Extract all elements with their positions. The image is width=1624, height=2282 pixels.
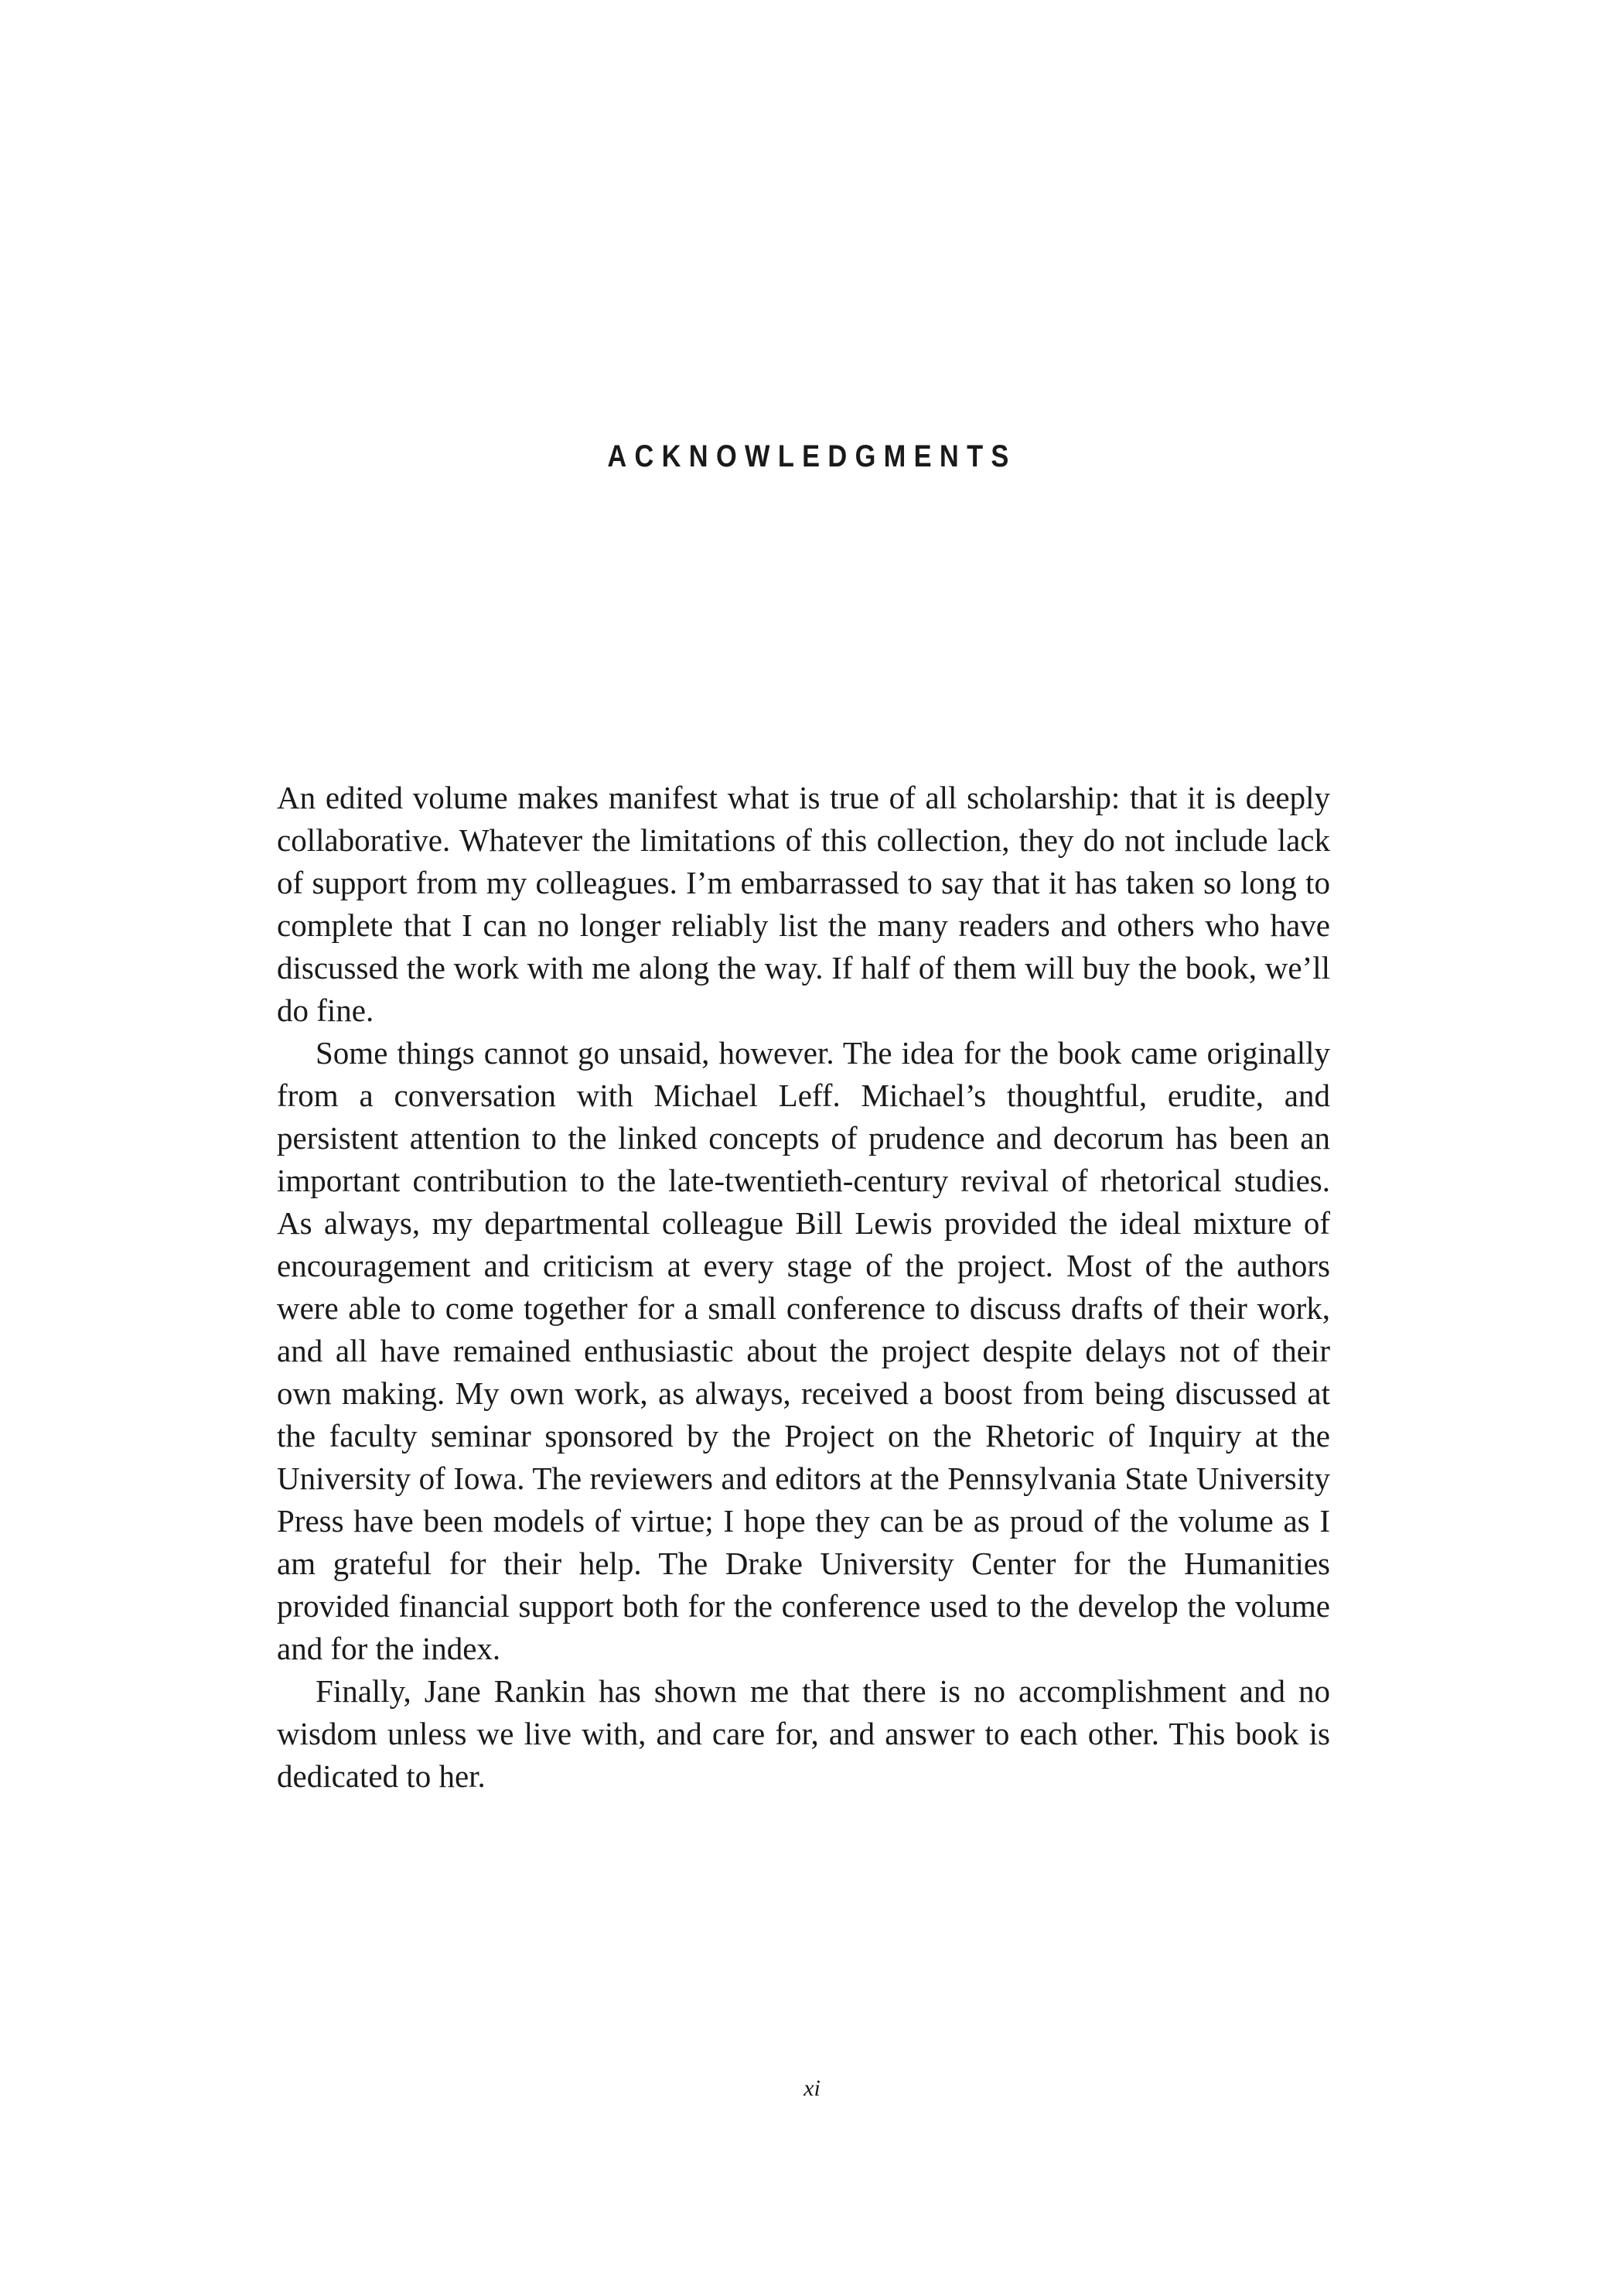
- page-number: xi: [803, 2075, 821, 2101]
- acknowledgments-body: [277, 777, 1330, 1798]
- page-title: ACKNOWLEDGMENTS: [607, 439, 1017, 473]
- paragraph-3: Finally, Jane Rankin has shown me that there is no accomplishment and no wisdom unless we live with, and care for, and answer to each other. This book is dedicated to her.: [277, 1673, 1330, 1794]
- paragraph-2: Some things cannot go unsaid, however. The idea for the book came originally from a conversation with Michael Leff. Michael’s thoughtful, erudite, and persistent attention to the linked concepts of prudence and decorum has been an important contribution to the late-twentieth-century revival of rhetorical studies. As always, my departmental colleague Bill Lewis provided the ideal mixture of encouragement and criticism at every stage of the project. Most of the authors were able to come together for a small conference to discuss drafts of their work, and all have remained enthusiastic about the project despite delays not of their own making. My own work, as always, received a boost from being discussed at the faculty seminar sponsored by the Project on the Rhetoric of Inquiry at the University of Iowa. The reviewers and editors at the Pennsylvania State University Press have been models of virtue; I hope they can be as proud of the volume as I am grateful for their help. The Drake University Center for the Humanities provided financial support both for the conference used to the develop the volume and for the index.: [277, 1035, 1330, 1666]
- paragraph-1: An edited volume makes manifest what is true of all scholarship: that it is deeply collaborative. Whatever the limitations of this collection, they do not include lack of support from my colleagues. I’m embarrassed to say that it has taken so long to complete that I can no longer reliably list the many readers and others who have discussed the work with me along the way. If half of them will buy the book, we’ll do fine.: [277, 780, 1330, 1028]
